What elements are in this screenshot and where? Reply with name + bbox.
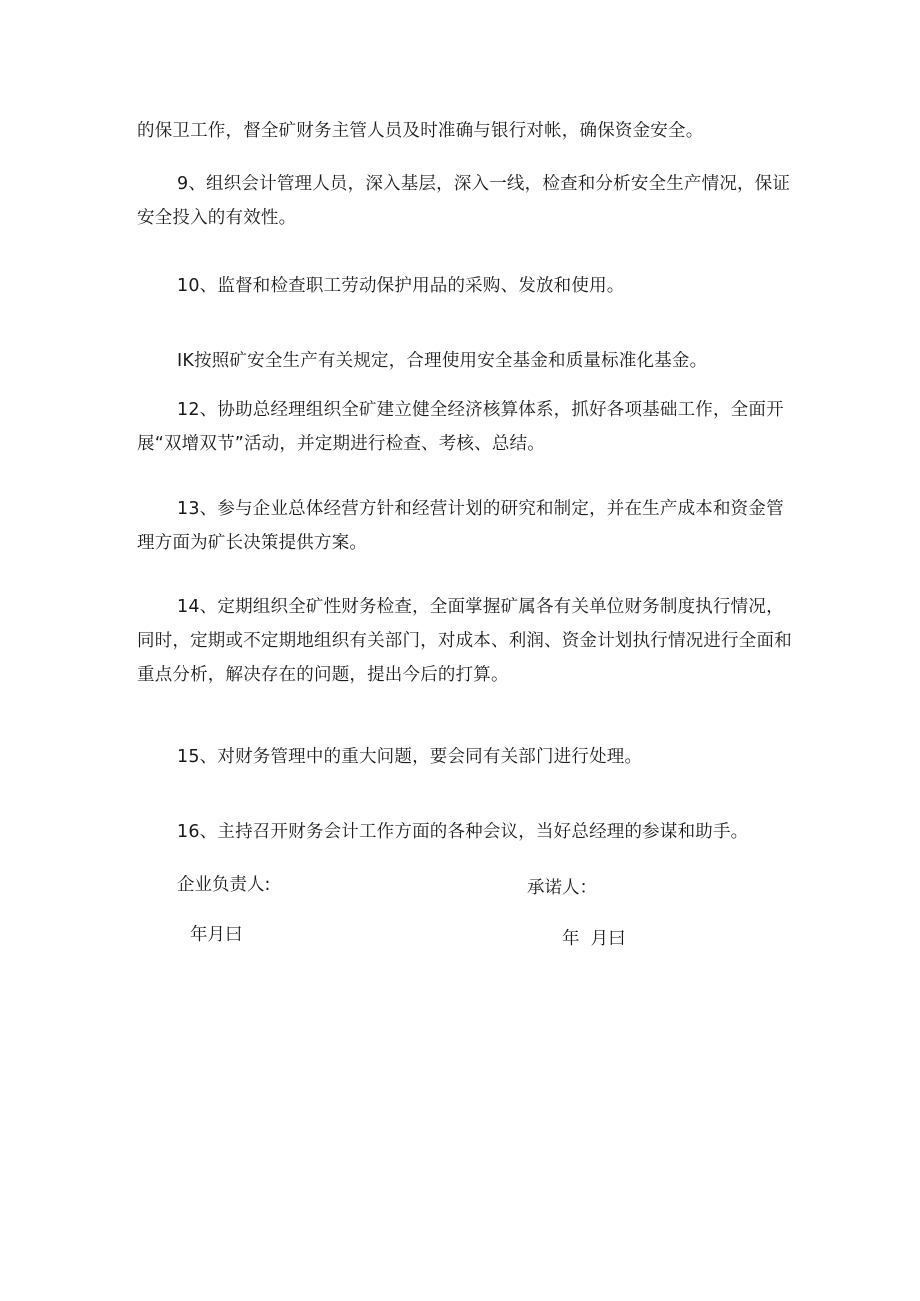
- paragraph-item-10: 10、监督和检查职工劳动保护用品的采购、发放和使用。: [177, 276, 625, 296]
- paragraph-item-9: 9、组织会计管理人员，深入基层，深入一线，检查和分析安全生产情况，保证安全投入的有效性。: [137, 174, 791, 228]
- enterprise-leader-label: 企业负责人:: [177, 875, 271, 895]
- paragraph-item-15: 15、对财务管理中的重大问题，要会同有关部门进行处理。: [177, 747, 643, 767]
- promisor-date: 年 月曰: [562, 929, 626, 949]
- paragraph-item-16: 16、主持召开财务会计工作方面的各种会议，当好总经理的参谋和助手。: [177, 822, 749, 842]
- paragraph-8-continuation: 的保卫工作，督全矿财务主管人员及时准确与银行对帐，确保资金安全。: [137, 121, 704, 141]
- enterprise-leader-date: 年月曰: [190, 925, 243, 945]
- paragraph-item-13: 13、参与企业总体经营方针和经营计划的研究和制定，并在生产成本和资金管理方面为矿长决策提供方案。: [137, 499, 784, 553]
- paragraph-item-12: 12、协助总经理组织全矿建立健全经济核算体系，抓好各项基础工作，全面开展“双增双节”活动，并定期进行检查、考核、总结。: [137, 400, 784, 454]
- promisor-label: 承诺人：: [527, 878, 597, 898]
- paragraph-item-14: 14、定期组织全矿性财务检查，全面掌握矿属各有关单位财务制度执行情况，同时，定期或不定期地组织有关部门，对成本、利润、资金计划执行情况进行全面和重点分析，解决存在的问题，提出今后的打算。: [137, 597, 792, 685]
- paragraph-item-11: IK按照矿安全生产有关规定，合理使用安全基金和质量标准化基金。: [177, 351, 708, 371]
